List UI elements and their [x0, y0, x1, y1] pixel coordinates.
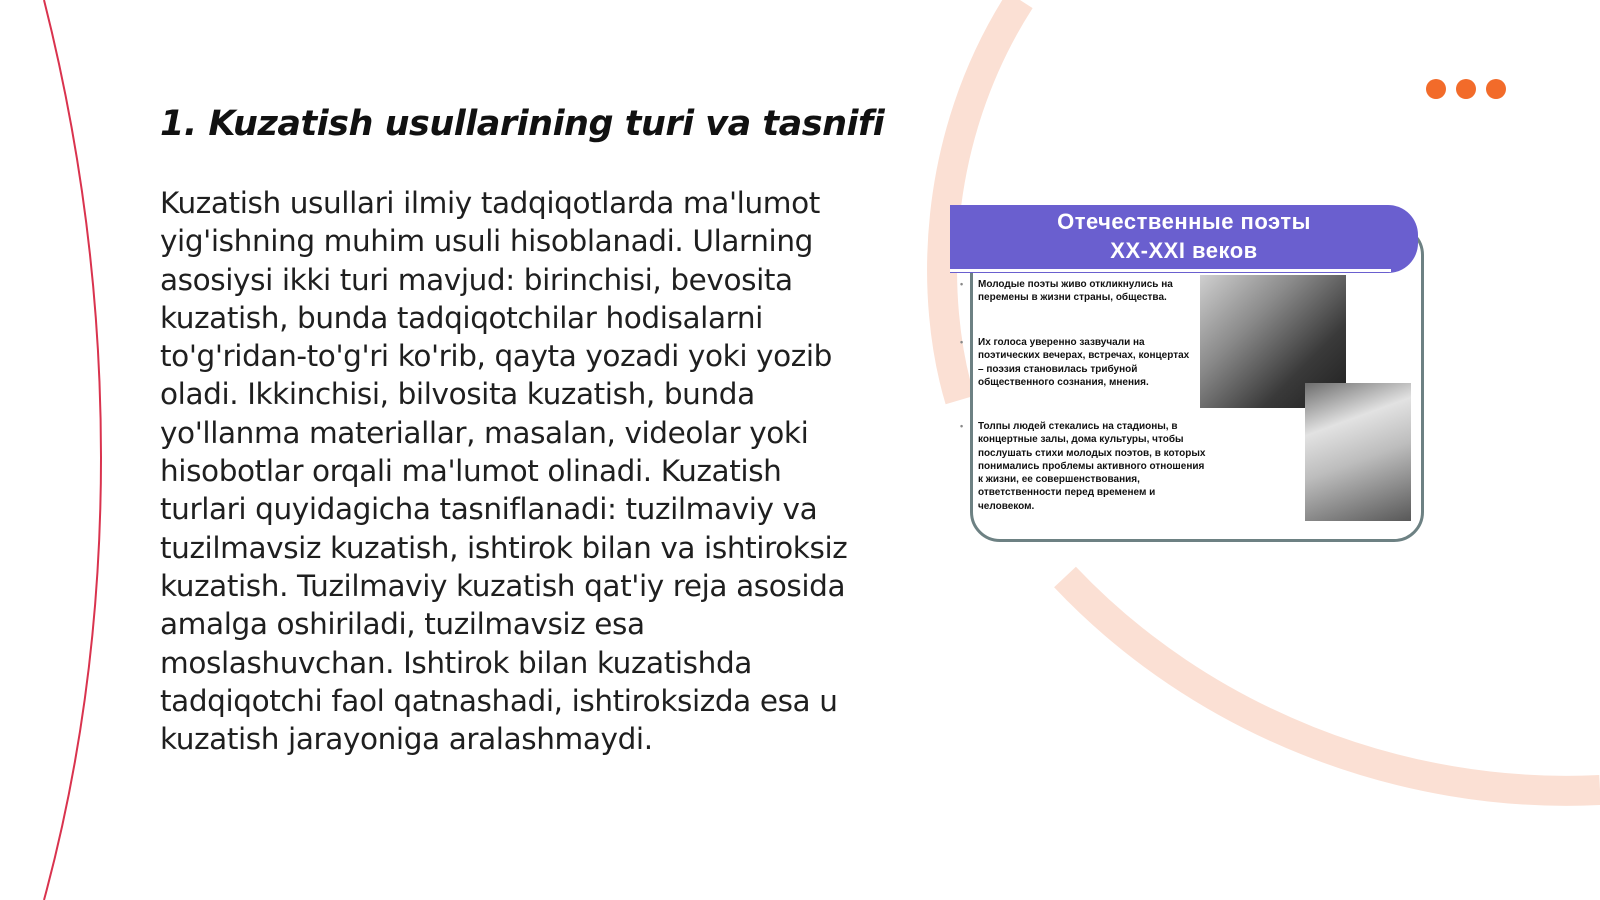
header-line-1: Отечественные поэты	[1057, 209, 1311, 234]
bullet-item	[960, 336, 1193, 389]
left-curve-line	[44, 0, 101, 900]
bullet-item	[960, 278, 1188, 305]
bullet-text: Их голоса уверенно зазвучали на поэтических вечерах, встречах, концертах – поэзия становилась трибуной общественного сознания, мнения.	[978, 337, 1190, 388]
header-rule	[950, 269, 1391, 272]
decorative-dots	[1426, 79, 1506, 99]
dot-icon	[1486, 79, 1506, 99]
slide-title: 1. Kuzatish usullarining turi va tasnifi	[160, 104, 885, 144]
embedded-slide-image	[950, 205, 1427, 545]
slide-body-text: Kuzatish usullari ilmiy tadqiqotlarda ma'lumot yig'ishning muhim usuli hisoblanadi. Ularning asosiysi ikki turi mavjud: birinchisi, bevosita kuzatish, bunda tadqiqotchilar hodisalarni to'g'ridan-to'g'ri ko'rib, qayta yozadi yoki yozib oladi. Ikkinchisi, bilvosita kuzatish, bunda yo'llanma materiallar, masalan, videolar yoki hisobotlar orqali ma'lumot olinadi. Kuzatish turlari quyidagicha tasniflanadi: tuzilmaviy va tuzilmavsiz kuzatish, ishtirok bilan va ishtiroksiz kuzatish. Tuzilmaviy kuzatish qat'iy reja asosida amalga oshiriladi, tuzilmavsiz esa moslashuvchan. Ishtirok bilan kuzatishda tadqiqotchi faol qatnashadi, ishtiroksizda esa u kuzatish jarayoniga aralashmaydi.	[160, 186, 848, 757]
peach-arc-lower	[1065, 577, 1600, 791]
bullet-mark: •	[960, 279, 964, 289]
dot-icon	[1426, 79, 1446, 99]
bullet-mark: •	[960, 337, 964, 347]
bullet-text: Толпы людей стекались на стадионы, в концертные залы, дома культуры, чтобы послушать стихи молодых поэтов, в которых понимались проблемы активного отношения к жизни, ее совершенствования, ответственности перед временем и человеком.	[978, 421, 1206, 512]
bullet-item	[960, 420, 1210, 513]
header-line-2: XX-XXI веков	[1110, 238, 1258, 263]
bullet-mark: •	[960, 421, 964, 431]
dot-icon	[1456, 79, 1476, 99]
bullet-text: Молодые поэты живо откликнулись на перемены в жизни страны, общества.	[978, 279, 1173, 304]
slide-header	[950, 205, 1418, 273]
poet-photo-2	[1305, 383, 1411, 521]
